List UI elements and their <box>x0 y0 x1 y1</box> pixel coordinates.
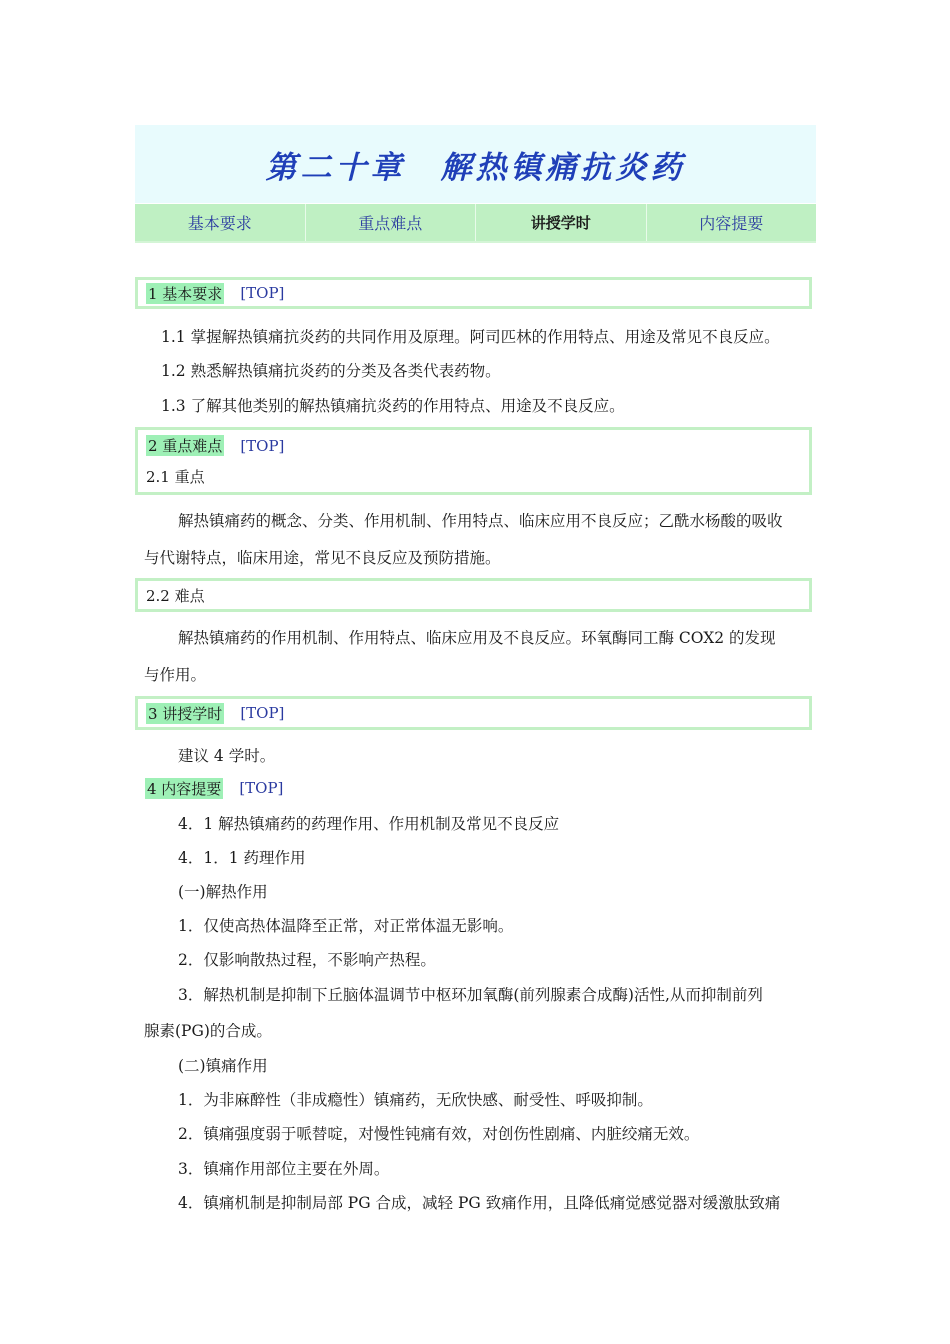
s1-item-3: 1.3 了解其他类别的解热镇痛抗炎药的作用特点、用途及不良反应。 <box>161 397 625 415</box>
s4-line-1: 4．1 解热镇痛药的药理作用、作用机制及常见不良反应 <box>178 815 560 833</box>
s4-line-10: 2．镇痛强度弱于哌替啶，对慢性钝痛有效，对创伤性剧痛、内脏绞痛无效。 <box>178 1125 700 1143</box>
subsection-2-1-label: 2.1 重点 <box>146 468 205 486</box>
title-banner <box>135 125 816 203</box>
s4-line-4: 1．仅使高热体温降至正常，对正常体温无影响。 <box>178 917 514 935</box>
section-2-top-link[interactable]: [TOP] <box>240 436 285 455</box>
s1-item-2: 1.2 熟悉解热镇痛抗炎药的分类及各类代表药物。 <box>161 362 501 380</box>
s2-para1-line1: 解热镇痛药的概念、分类、作用机制、作用特点、临床应用不良反应；乙酰水杨酸的吸收 <box>178 512 783 530</box>
nav-key-difficult-points[interactable]: 重点难点 <box>306 204 477 241</box>
s1-item-1: 1.1 掌握解热镇痛抗炎药的共同作用及原理。阿司匹林的作用特点、用途及常见不良反应。 <box>161 328 780 346</box>
s4-line-3: (一)解热作用 <box>178 883 268 901</box>
s2-para2-line1: 解热镇痛药的作用机制、作用特点、临床应用及不良反应。环氧酶同工酶 COX2 的发现 <box>178 629 776 647</box>
nav-basic-requirements[interactable]: 基本要求 <box>135 204 306 241</box>
subsection-2-1 <box>135 461 812 495</box>
section-4-top-link[interactable]: [TOP] <box>239 779 284 797</box>
section-1-label: 1 基本要求 <box>148 284 223 303</box>
section-3-top-link[interactable]: [TOP] <box>240 704 285 722</box>
section-4-label: 4 内容提要 <box>147 779 222 798</box>
chapter-title: 第二十章 解热镇痛抗炎药 <box>265 149 686 186</box>
section-nav <box>135 204 816 243</box>
section-2-label: 2 重点难点 <box>148 437 223 455</box>
s4-line-8: (二)镇痛作用 <box>178 1057 268 1075</box>
section-3-header <box>135 696 812 730</box>
nav-teaching-hours[interactable]: 讲授学时 <box>476 204 647 241</box>
section-1-header <box>135 277 812 309</box>
nav-content-summary[interactable]: 内容提要 <box>699 214 764 233</box>
subsection-2-2-label: 2.2 难点 <box>146 586 205 605</box>
section-3-label: 3 讲授学时 <box>148 704 223 723</box>
subsection-2-2 <box>135 578 812 612</box>
section-2-header <box>135 427 812 461</box>
s2-para2-line2: 与作用。 <box>144 666 207 684</box>
s4-line-11: 3．镇痛作用部位主要在外周。 <box>178 1160 390 1178</box>
s4-line-2: 4．1．1 药理作用 <box>178 849 306 867</box>
s4-line-5: 2．仅影响散热过程，不影响产热程。 <box>178 951 436 969</box>
s4-line-7: 腺素(PG)的合成。 <box>144 1022 272 1040</box>
s4-line-9: 1．为非麻醉性（非成瘾性）镇痛药，无欣快感、耐受性、呼吸抑制。 <box>178 1091 653 1109</box>
section-4-header <box>135 775 283 801</box>
s3-text: 建议 4 学时。 <box>178 747 276 765</box>
s4-line-6: 3．解热机制是抑制下丘脑体温调节中枢环加氧酶(前列腺素合成酶)活性,从而抑制前列 <box>178 986 763 1004</box>
section-1-top-link[interactable]: [TOP] <box>240 284 285 302</box>
s4-line-12: 4．镇痛机制是抑制局部 PG 合成，减轻 PG 致痛作用，且降低痛觉感觉器对缓激肽致痛 <box>178 1194 781 1212</box>
s2-para1-line2: 与代谢特点，临床用途，常见不良反应及预防措施。 <box>144 549 501 567</box>
